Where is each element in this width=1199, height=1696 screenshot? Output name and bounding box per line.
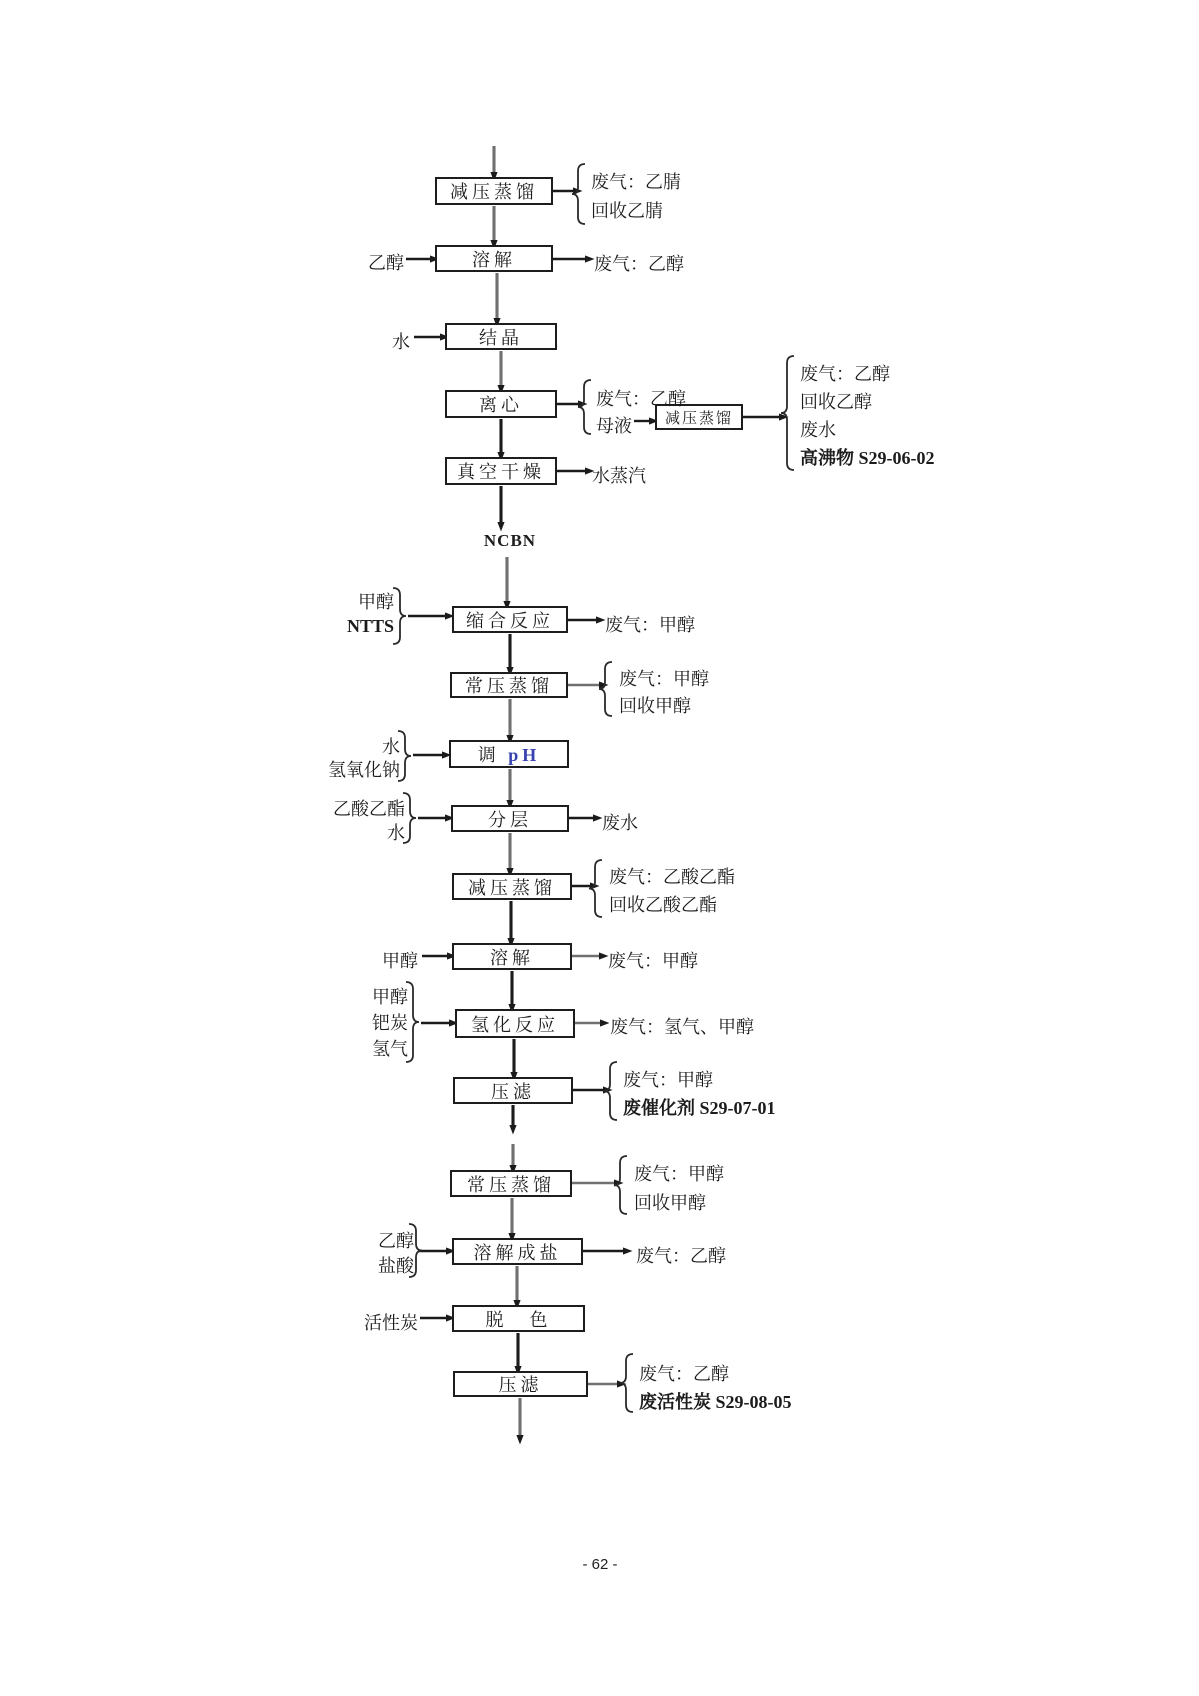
output-brace: [781, 356, 794, 470]
box-label: 离心: [479, 395, 523, 415]
output-group-vacuum-distillation-side: [800, 360, 935, 472]
output-brace: [578, 380, 591, 434]
box-label: 分层: [488, 809, 532, 830]
output-group-atm-distillation-1: [619, 666, 709, 720]
output-brace: [620, 1354, 633, 1412]
input-group-separate: [317, 797, 405, 845]
input-label-palladium-carbon: 钯炭: [372, 1013, 408, 1033]
output-line-recover-ethyl-acetate: 回收乙酸乙酯: [609, 895, 717, 915]
box-label: 溶解: [472, 249, 516, 270]
box-label: 缩合反应: [466, 610, 554, 631]
input-group-hydrogenation: [366, 984, 408, 1062]
output-label-mother-liquor: 母液: [596, 416, 632, 436]
input-label-water: 水: [387, 823, 405, 843]
process-box-dissolve-2: [452, 943, 572, 970]
box-label: 氢化反应: [471, 1014, 559, 1035]
process-box-separate-layers: [451, 805, 569, 832]
input-label-hydrochloric-acid: 盐酸: [378, 1256, 414, 1276]
output-line-recover-ethanol: 回收乙醇: [800, 392, 872, 412]
process-box-centrifuge: [445, 390, 557, 418]
process-box-crystallize: [445, 323, 557, 350]
output-line-recover-methanol: 回收甲醇: [634, 1193, 706, 1213]
output-line-waste-gas-ethanol: 废气：乙醇: [639, 1364, 729, 1384]
output-brace: [572, 164, 585, 224]
process-box-decolor: [452, 1305, 585, 1332]
output-group-press-filter-1: [623, 1066, 776, 1122]
box-label: 脱 色: [485, 1309, 552, 1330]
input-label-ntts: NTTS: [346, 616, 394, 636]
input-label-methanol: 甲醇: [372, 987, 408, 1007]
process-box-atm-distillation-2: [450, 1170, 572, 1197]
input-label-water: 水: [382, 737, 400, 757]
output-group-vacuum-distillation-2: [609, 863, 735, 919]
input-group-salify: [370, 1229, 414, 1279]
output-line-waste-gas-ethyl-acetate: 废气：乙酸乙酯: [609, 867, 735, 887]
process-box-adjust-ph: [449, 740, 569, 768]
output-brace: [599, 662, 612, 716]
box-label: 结晶: [479, 327, 523, 348]
input-label-hydrogen: 氢气: [372, 1039, 408, 1059]
box-label: 常压蒸馏: [467, 1174, 555, 1195]
output-line-waste-gas-ethanol: 废气：乙醇: [800, 364, 890, 384]
input-label-ethanol-1: 乙醇: [368, 253, 404, 273]
output-brace: [604, 1062, 617, 1120]
output-line-waste-gas-methanol: 废气：甲醇: [619, 669, 709, 689]
output-group-atm-distillation-2: [634, 1160, 724, 1218]
output-brace: [589, 860, 602, 917]
output-line-waste-gas-methanol: 废气：甲醇: [623, 1070, 713, 1090]
intermediate-product-ncbn: NCBN: [483, 531, 537, 550]
box-label: 减压蒸馏: [450, 182, 538, 202]
box-label: 溶解: [490, 947, 534, 968]
box-label: 压滤: [491, 1081, 535, 1102]
box-label: [478, 741, 541, 767]
output-line-waste-gas-methanol: 废气：甲醇: [634, 1164, 724, 1184]
output-label-centrifuge-waste-gas: 废气：乙醇: [596, 389, 686, 409]
output-line-high-boiler-code: 高沸物 S29-06-02: [800, 448, 935, 468]
input-label-water-1: 水: [392, 332, 410, 352]
input-brace: [393, 588, 406, 644]
output-label-waste-gas-hydrogen-methanol: 废气：氢气、甲醇: [610, 1017, 754, 1037]
box-label: 减压蒸馏: [468, 877, 556, 898]
output-label-waste-gas-ethanol-2: 废气：乙醇: [636, 1246, 726, 1266]
input-label-ethyl-acetate: 乙酸乙酯: [333, 799, 405, 819]
process-box-vacuum-dry: [445, 457, 557, 485]
process-box-atm-distillation-1: [450, 672, 568, 698]
process-box-vacuum-distillation-2: [452, 873, 572, 900]
box-label: 溶解成盐: [473, 1242, 562, 1263]
output-label-waste-gas-methanol-2: 废气：甲醇: [608, 951, 698, 971]
process-box-dissolve-salify: [452, 1238, 583, 1265]
output-line-waste-gas-acetonitrile: 废气：乙腈: [591, 172, 681, 192]
input-label-sodium-hydroxide: 氢氧化钠: [328, 760, 400, 780]
input-label-ethanol: 乙醇: [378, 1231, 414, 1251]
box-label: 压滤: [498, 1375, 543, 1395]
output-line-spent-active-carbon-code: 废活性炭 S29-08-05: [639, 1392, 792, 1412]
process-box-dissolve-1: [435, 245, 553, 272]
output-label-waste-gas-methanol: 废气：甲醇: [605, 615, 695, 635]
page-number: - 62 -: [582, 1556, 618, 1573]
output-group-vacuum-distillation-1: [591, 168, 681, 226]
box-label: 常压蒸馏: [465, 676, 553, 696]
adjust-ph-cn: 调: [477, 745, 500, 765]
process-box-press-filter-2: [453, 1371, 588, 1397]
input-label-methanol: 甲醇: [358, 592, 394, 612]
box-label: 真空干燥: [457, 462, 545, 482]
output-label-waste-water: 废水: [602, 813, 638, 833]
output-line-recover-acetonitrile: 回收乙腈: [591, 201, 663, 221]
output-label-water-vapor: 水蒸汽: [592, 466, 646, 486]
process-box-press-filter-1: [453, 1077, 573, 1104]
output-brace: [614, 1156, 627, 1214]
output-line-spent-catalyst-code: 废催化剂 S29-07-01: [623, 1098, 776, 1118]
input-group-condensation: [330, 590, 394, 638]
input-label-active-carbon: 活性炭: [364, 1313, 418, 1333]
process-box-vacuum-distillation-1: [435, 177, 553, 205]
process-box-hydrogenation: [455, 1009, 575, 1038]
output-label-waste-gas-ethanol: 废气：乙醇: [594, 254, 684, 274]
input-label-methanol-2: 甲醇: [382, 951, 418, 971]
process-box-condensation: [452, 606, 568, 633]
output-line-recover-methanol: 回收甲醇: [619, 696, 691, 716]
input-group-adjust-ph: [312, 736, 400, 782]
output-group-press-filter-2: [639, 1360, 792, 1416]
output-line-waste-water: 废水: [800, 420, 836, 440]
box-label: 减压蒸馏: [664, 410, 733, 427]
adjust-ph-latin: pH: [508, 745, 541, 765]
